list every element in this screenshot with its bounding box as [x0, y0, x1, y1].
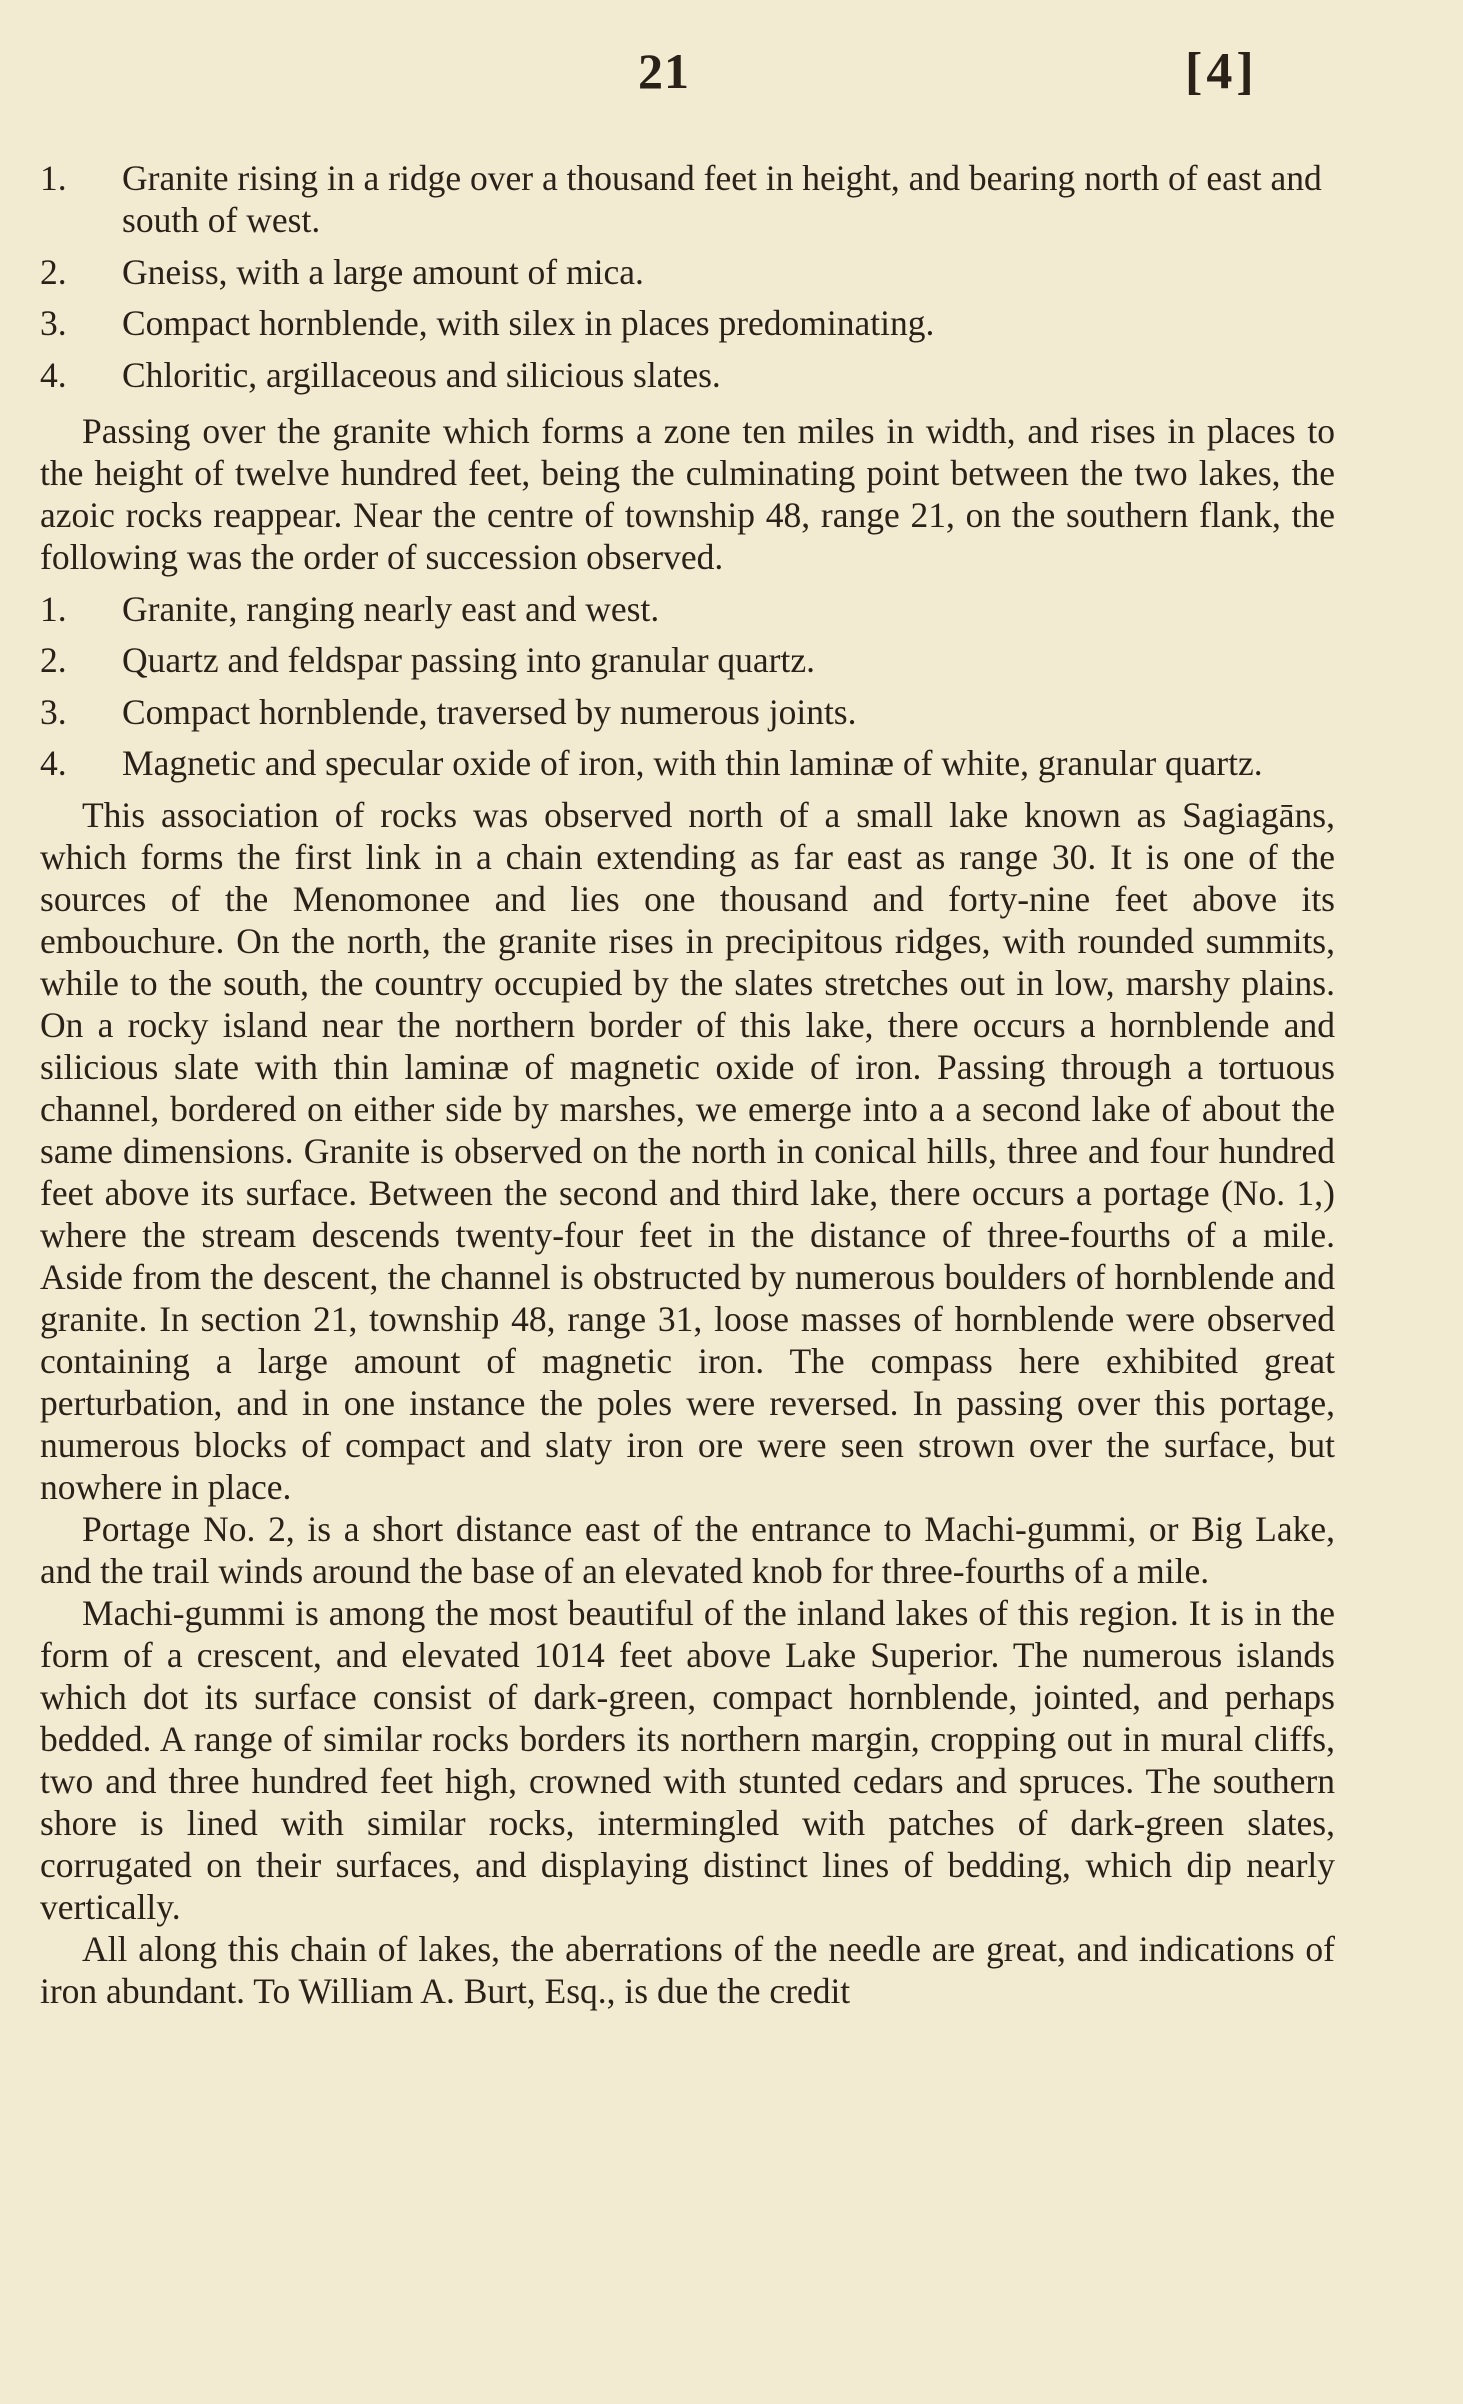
- rock-succession-list-1: [40, 157, 1335, 396]
- paragraph: This association of rocks was observed north of a small lake known as Sagiagāns, which forms the first link in a chain extending as far east as range 30. It is one of the sources of the Menomonee and lies one thousand and forty-nine feet above its embouchure. On the north, the granite rises in precipitous ridges, with rounded summits, while to the south, the country occupied by the slates stretches out in low, marshy plains. On a rocky island near the northern border of this lake, there occurs a hornblende and silicious slate with thin laminæ of magnetic oxide of iron. Passing through a tortuous channel, bordered on either side by marshes, we emerge into a a second lake of about the same dimensions. Granite is observed on the north in conical hills, three and four hundred feet above its surface. Between the second and third lake, there occurs a portage (No. 1,) where the stream descends twenty-four feet in the distance of three-fourths of a mile. Aside from the descent, the channel is obstructed by numerous boulders of hornblende and granite. In section 21, township 48, range 31, loose masses of hornblende were observed containing a large amount of magnetic iron. The compass here exhibited great perturbation, and in one instance the poles were reversed. In passing over this portage, numerous blocks of compact and slaty iron ore were seen strown over the surface, but nowhere in place.: [40, 794, 1335, 1507]
- list-item: [40, 691, 1335, 733]
- list-item-text: Granite rising in a ridge over a thousand feet in height, and bearing north of east and south of west.: [122, 158, 1322, 240]
- rock-succession-list-2: [40, 588, 1335, 785]
- list-item: [40, 302, 1335, 344]
- list-item-number: 4.: [40, 743, 67, 783]
- page-header: [0, 42, 1463, 112]
- list-item-number: 2.: [40, 251, 67, 292]
- sheet-signature-mark: [4]: [1185, 43, 1258, 100]
- list-item-number: 4.: [40, 354, 67, 395]
- paragraph: All along this chain of lakes, the aberrations of the needle are great, and indications of iron abundant. To William A. Burt, Esq., is due the credit: [40, 1928, 1335, 2011]
- list-item-text: Compact hornblende, traversed by numerous joints.: [122, 691, 857, 732]
- page-body: [40, 157, 1335, 2012]
- list-item-number: 3.: [40, 303, 67, 343]
- paragraph: Machi-gummi is among the most beautiful of the inland lakes of this region. It is in the form of a crescent, and elevated 1014 feet above Lake Superior. The numerous islands which dot its surface consist of dark-green, compact hornblende, jointed, and perhaps bedded. A range of similar rocks borders its northern margin, cropping out in mural cliffs, two and three hundred feet high, crowned with stunted cedars and spruces. The southern shore is lined with similar rocks, intermingled with patches of dark-green slates, corrugated on their surfaces, and displaying distinct lines of bedding, which dip nearly vertically.: [40, 1592, 1335, 1927]
- list-item: [40, 251, 1335, 293]
- page-number: 21: [638, 43, 690, 99]
- paragraph: Passing over the granite which forms a zone ten miles in width, and rises in places to the height of twelve hundred feet, being the culminating point between the two lakes, the azoic rocks reappear. Near the centre of township 48, range 21, on the southern flank, the following was the order of succession observed.: [40, 410, 1335, 577]
- list-item-number: 2.: [40, 640, 67, 680]
- list-item-number: 1.: [40, 588, 67, 629]
- list-item: [40, 354, 1335, 396]
- list-item-text: Quartz and feldspar passing into granular quartz.: [122, 640, 815, 680]
- list-item-number: 3.: [40, 691, 67, 732]
- paragraph: Portage No. 2, is a short distance east of the entrance to Machi-gummi, or Big Lake, and the trail winds around the base of an elevated knob for three-fourths of a mile.: [40, 1508, 1335, 1591]
- list-item: [40, 157, 1335, 241]
- list-item-text: Compact hornblende, with silex in places predominating.: [122, 303, 935, 343]
- list-item: [40, 742, 1335, 784]
- list-item-text: Gneiss, with a large amount of mica.: [122, 251, 644, 292]
- list-item-text: Magnetic and specular oxide of iron, with thin laminæ of white, granular quartz.: [122, 743, 1263, 783]
- list-item-text: Granite, ranging nearly east and west.: [122, 588, 660, 629]
- list-item-text: Chloritic, argillaceous and silicious slates.: [122, 354, 721, 395]
- list-item-number: 1.: [40, 158, 67, 198]
- list-item: [40, 639, 1335, 681]
- list-item: [40, 588, 1335, 630]
